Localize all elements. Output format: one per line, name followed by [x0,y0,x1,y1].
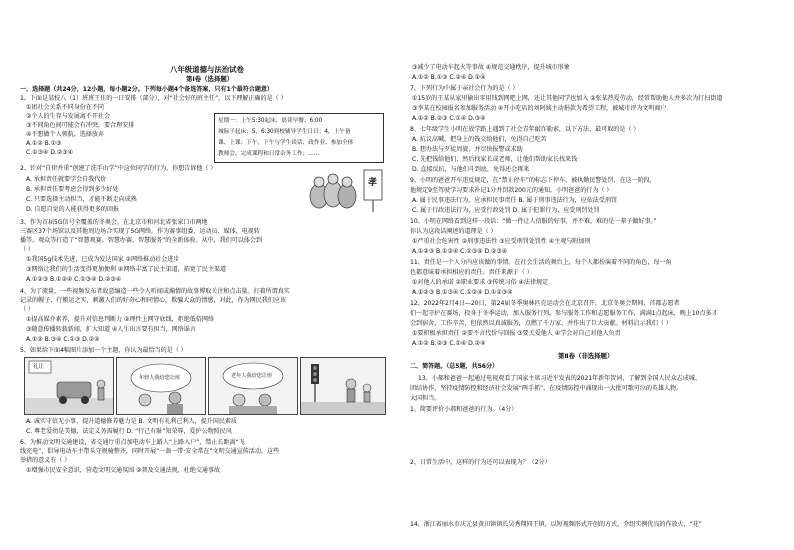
q6-line-2: 线充电”，倡导电动车主带头守规骑整齐，同时开展“一盔一带·安全常在”文明交通宣传活动。这些 [20,448,280,455]
q6-line-1: 6、为推动文明交通建设，省交通厅重点加电动车上路人“上路入户”，禁止长距离“飞 [20,439,245,446]
q5-choices-ab: A. 诚实守信无小事，提升道德修养魅力是 B. 文明有礼利己利人，提升国民素质 [26,418,237,425]
q1-stem: 1、下面是某校八（1）班班王佳的一日安排（部分），对“社会好的班主任”，以下理解正确的是（ ） [20,95,287,102]
q5-stem: 5、如果给下面4幅图片添加一个主题，你认为最恰当的是（ ） [20,347,187,354]
q9-line-2: 他规定9至驾驶学习要求补记1分并罚款200元的通知。小明爸爸的行为（ ） [410,187,613,194]
q8-opt-a: A. 抗议高喊，把身上的钱交给他们，免得自己吃苦 [412,136,547,143]
q13-line-3: 大国担当。 [410,395,441,402]
q7-choices: A.①② B.②③ C.①④ D.③④ [412,115,486,122]
q9-options-cd: C. 属于行政违法行为，应受行政处罚 D. 属于犯罪行为，应受刑罚处罚 [412,207,600,214]
q2-stem: 2、针对“自律并重”创建了洗手山学”中这位同学的行为，你想告诉他（ ） [20,165,217,172]
q7-stem: 7、下列行为中属于亲社会行为的是（ ） [410,85,519,92]
q4-line-2: 记录的幌子，行搬运之实，刺激人们的好奇心和同情心，欺骗大众的情感，对此，作为网民我们应该 [20,297,286,304]
comic-panel-1 [24,357,114,415]
q4-line-1: 4、为了流量，一些视频发布者故意编造一些令人听闻或煽情的故事博取关注和点击量。打着所谓真实 [20,288,290,295]
part2-heading: 第Ⅱ卷（非选择题） [558,352,614,360]
part1-heading: 第Ⅰ卷（选择题） [186,75,234,83]
schedule-line-2: 城际子起床；5，6:30到校辅导学生日日；4，上午备 [218,129,351,135]
q11-options: ①对他人的承诺 ②职业要求 ③传统习俗 ④法律规定 [412,279,549,286]
q4-options-12: ①提高媒介素养，提升对信息判断力 ②理性上网守底线，拒绝低俗网络 [26,316,214,323]
comic-panel-3 [208,357,298,415]
comic-panel-2 [116,357,206,415]
q13-sub1: 1、简要评价小郝和爸爸的行为。（4分） [410,406,518,413]
q4-options-34: ③随意传播转载新闻，扩大知道 ④人生出言要有担当，网络谣言 [26,326,196,333]
q6-line-3: 举措的意义有（ ） [20,457,71,464]
section2-heading: 二、简答题。（总5题，共56分） [410,363,499,370]
q10-choices: A.①②③ B.①②④ C.①③④ D.②③④ [412,248,508,255]
q1-opt1: ①团社会关系不同身份在不同 [26,104,104,111]
q3-choices: A.①②③ B.①②④ C.①③④ D.②③④ [26,276,122,283]
q3-line-3: 播等。观众等打造了“智慧观赛、智慧办赛、智慧服务”的全新体验。从中，我们可以体会到 [20,237,262,244]
q11-choices: A.①②③ B.①③④ C.①②④ D.①②③④ [412,289,513,296]
q6-options-12: ①增强市民安全意识，营造文明交通氛围 ②普及交通法规，杜绝交通事故 [26,467,221,474]
q13-line-1: 13、小郝和爸爸一起通过电视观看了国家主席习近平发表的2021年新年贺词，了解到全国人民众志成城、 [418,375,701,382]
q4-choices: A.①② B.③④ C.①③ D.②④ [26,336,100,343]
q8-opt-b: B. 想办法与歹徒周旋，并尽快报警或求助 [412,146,523,153]
q7-options-12: ①15岁的王某从家里偷出零用钱到网吧上网，还让其他同学也加入 ②张某热爱劳动，经常帮助他人并多次为打扫街道 [412,95,723,102]
q13-line-2: 团结协作，坚持疫情防控和经济社会发展“两手抓”，在疫情防控中涌现出一大批可歌可泣的英雄人物。 [410,385,683,392]
schedule-line-3: 课、上课；下午，下午与学生谈话、政作业、参加全体 [218,140,354,146]
schedule-line-1: 星期一：上午5:30起床，晨读早餐；6:00 [218,118,323,124]
q11-line-1: 11、责任是一个人分内应该做的事情。在社会生活的舞台上，每个人都扮演着不同的角色，每一角 [410,259,672,266]
q1-opt3: ③不同角色间可能会有冲突，要合理安排 [26,122,135,129]
q1-choice-cd: C.①③④ D.②③④ [26,149,73,156]
q1-choice-ab: A.①② B.①③ [26,140,62,147]
q13-sub2: 2、日常生活中，这样的行为还可以表现为？（2分） [410,459,551,466]
q2-opt-b: B. 承担责任要考虑会得到多少好处 [26,186,119,193]
q3-line-2: 三赛区37个场馆以及其他周边场合实现了5G网络。作为赛事组委、运动员、媒体、电视转 [20,228,260,235]
q10-line-1: 10、小明在网络看到这样一段话：“做一件让人信服的好事，并不难，难的是一辈子做好事。” [410,218,657,225]
exam-title: 八年级道德与法治试卷 [170,65,244,74]
comic-panel-2-svg [117,358,205,414]
q2-opt-c: C. 只要选择主动担当，才能不断走向成熟 [26,196,137,203]
q12-line-1: 12、2022年2月4日—20日，第24届冬季奥林匹克运动会在北京召开，北京冬奥会期间，首都志愿者 [410,300,680,307]
q2-opt-d: D. 自愿自觉的人能获得更多的回报 [26,206,120,213]
q12-choices: A.①② B.②③ C.①④ D.②④ [412,340,486,347]
q6-options-34: ③减少了电动车起火等事故 ④规范交通秩序，提升城市形象 [412,64,570,71]
comic-panel-3-svg [209,358,297,414]
q9-line-1: 9、小明的爸爸开车违反规定，在“禁止停车”的标志下停车，被执勤民警处罚，在这一阶段， [410,177,656,184]
q3-options-34: ③网络让我们的生活变得更加便利 ④网络丰富了民主渠道，拓宽了民主渠道 [26,266,227,273]
q12-options: ①要积极承担责任 ②要不言代价与回报 ③要关爱他人 ④学会对自己对他人负责 [412,330,621,337]
left-column [18,0,392,550]
q7-options-34: ③李某在校园报名参加服务活动 ④开小吃店的刘阿姨主动捐款为希望工程，被城市评为文明商户 [412,105,667,112]
q10-line-2: 你认为这段话阐述的道理是（ ） [410,228,497,235]
q12-line-3: 会到宿舍，工作辛苦，但依然以真诚服务，点燃了千万家，并作出了巨大贡献。材料启示我们（ ） [410,320,672,327]
q3-options-12: ①我国5g技术先进，已成为发达国家 ②网络推动社会进步 [26,256,180,263]
q5-choices-cd: C. 尊老爱幼是美德，法定义务需履行 D. “行己有耻”知荣辱，爱护公物照民风 [26,428,232,435]
q3-line-4: （ ） [20,246,34,253]
q14-line-1: 14、浙江省丽水市庆元县黄田镇镇长吴秀翔同王镇，以短视频形式开创的方式，介绍实例优良的作放火，“花” [410,521,702,528]
q1-opt2: ②个人的生存与发展离不开社会 [26,113,110,120]
q6-choices: A.①② B.①③ C.②④ D.①④ [412,74,486,81]
section1-heading: 一、选择题（共24分，12小题，每小题2分。下列每小题4个备选答案，只有1个最符合题意） [20,86,273,93]
q8-opt-c: C. 先把钱给他们，然后找家长或老师，让他们帮助家长找来钱 [412,156,578,163]
q2-opt-a: A. 承担责任就要学会自我代价 [26,176,107,183]
q11-line-2: 色都意味着承担相应的责任。责任来源于（ ） [410,269,533,276]
filial-sign-text: 孝 [368,178,377,188]
q8-opt-d: D. 直接反抗，与他们斗到底，免得还会再来 [412,166,530,173]
q1-opt4: ④不想做个人领航，选择放弃 [26,131,104,138]
comic-panel-4 [300,357,386,415]
q10-options: ①严重社会危害性 ②刑事违法性 ③应受刑罚处罚性 ④主观与附加刑 [412,238,591,245]
right-column [408,0,780,550]
q2-illustration-svg [301,166,387,216]
schedule-box [214,113,384,163]
comic-panel-4-svg [301,358,385,414]
q4-line-3: （ ） [20,306,34,313]
q3-line-1: 3、作为首届5G信号全覆盖的冬奥会，在北京市和河北省张家口市两地 [20,219,208,226]
comic-label-3: 老年人我给您让座 [231,373,273,379]
q9-options-ab: A. 属于民事违法行为，应承担民事责任 B. 属于刑事违法行为，应依法受刑罚 [412,197,617,204]
comic-label-2: 年轻人我给您让座 [139,375,181,381]
q2-illustration [301,166,387,216]
comic-label-1: 礼让 [33,364,45,370]
schedule-line-4: 教师会、完成课程和日常杂务工作；…… [218,151,320,157]
q12-line-2: 们一起守护在赛场，投身于冬季运动，加入服务行列，参与服务工作和志愿服务工作，满满1点起床，晚上10点多才 [410,310,718,317]
q8-stem: 8、七年级学生小明在放学路上遇到了社会青年敲诈勒索，以下方法，最可取的是（ ） [410,126,640,133]
